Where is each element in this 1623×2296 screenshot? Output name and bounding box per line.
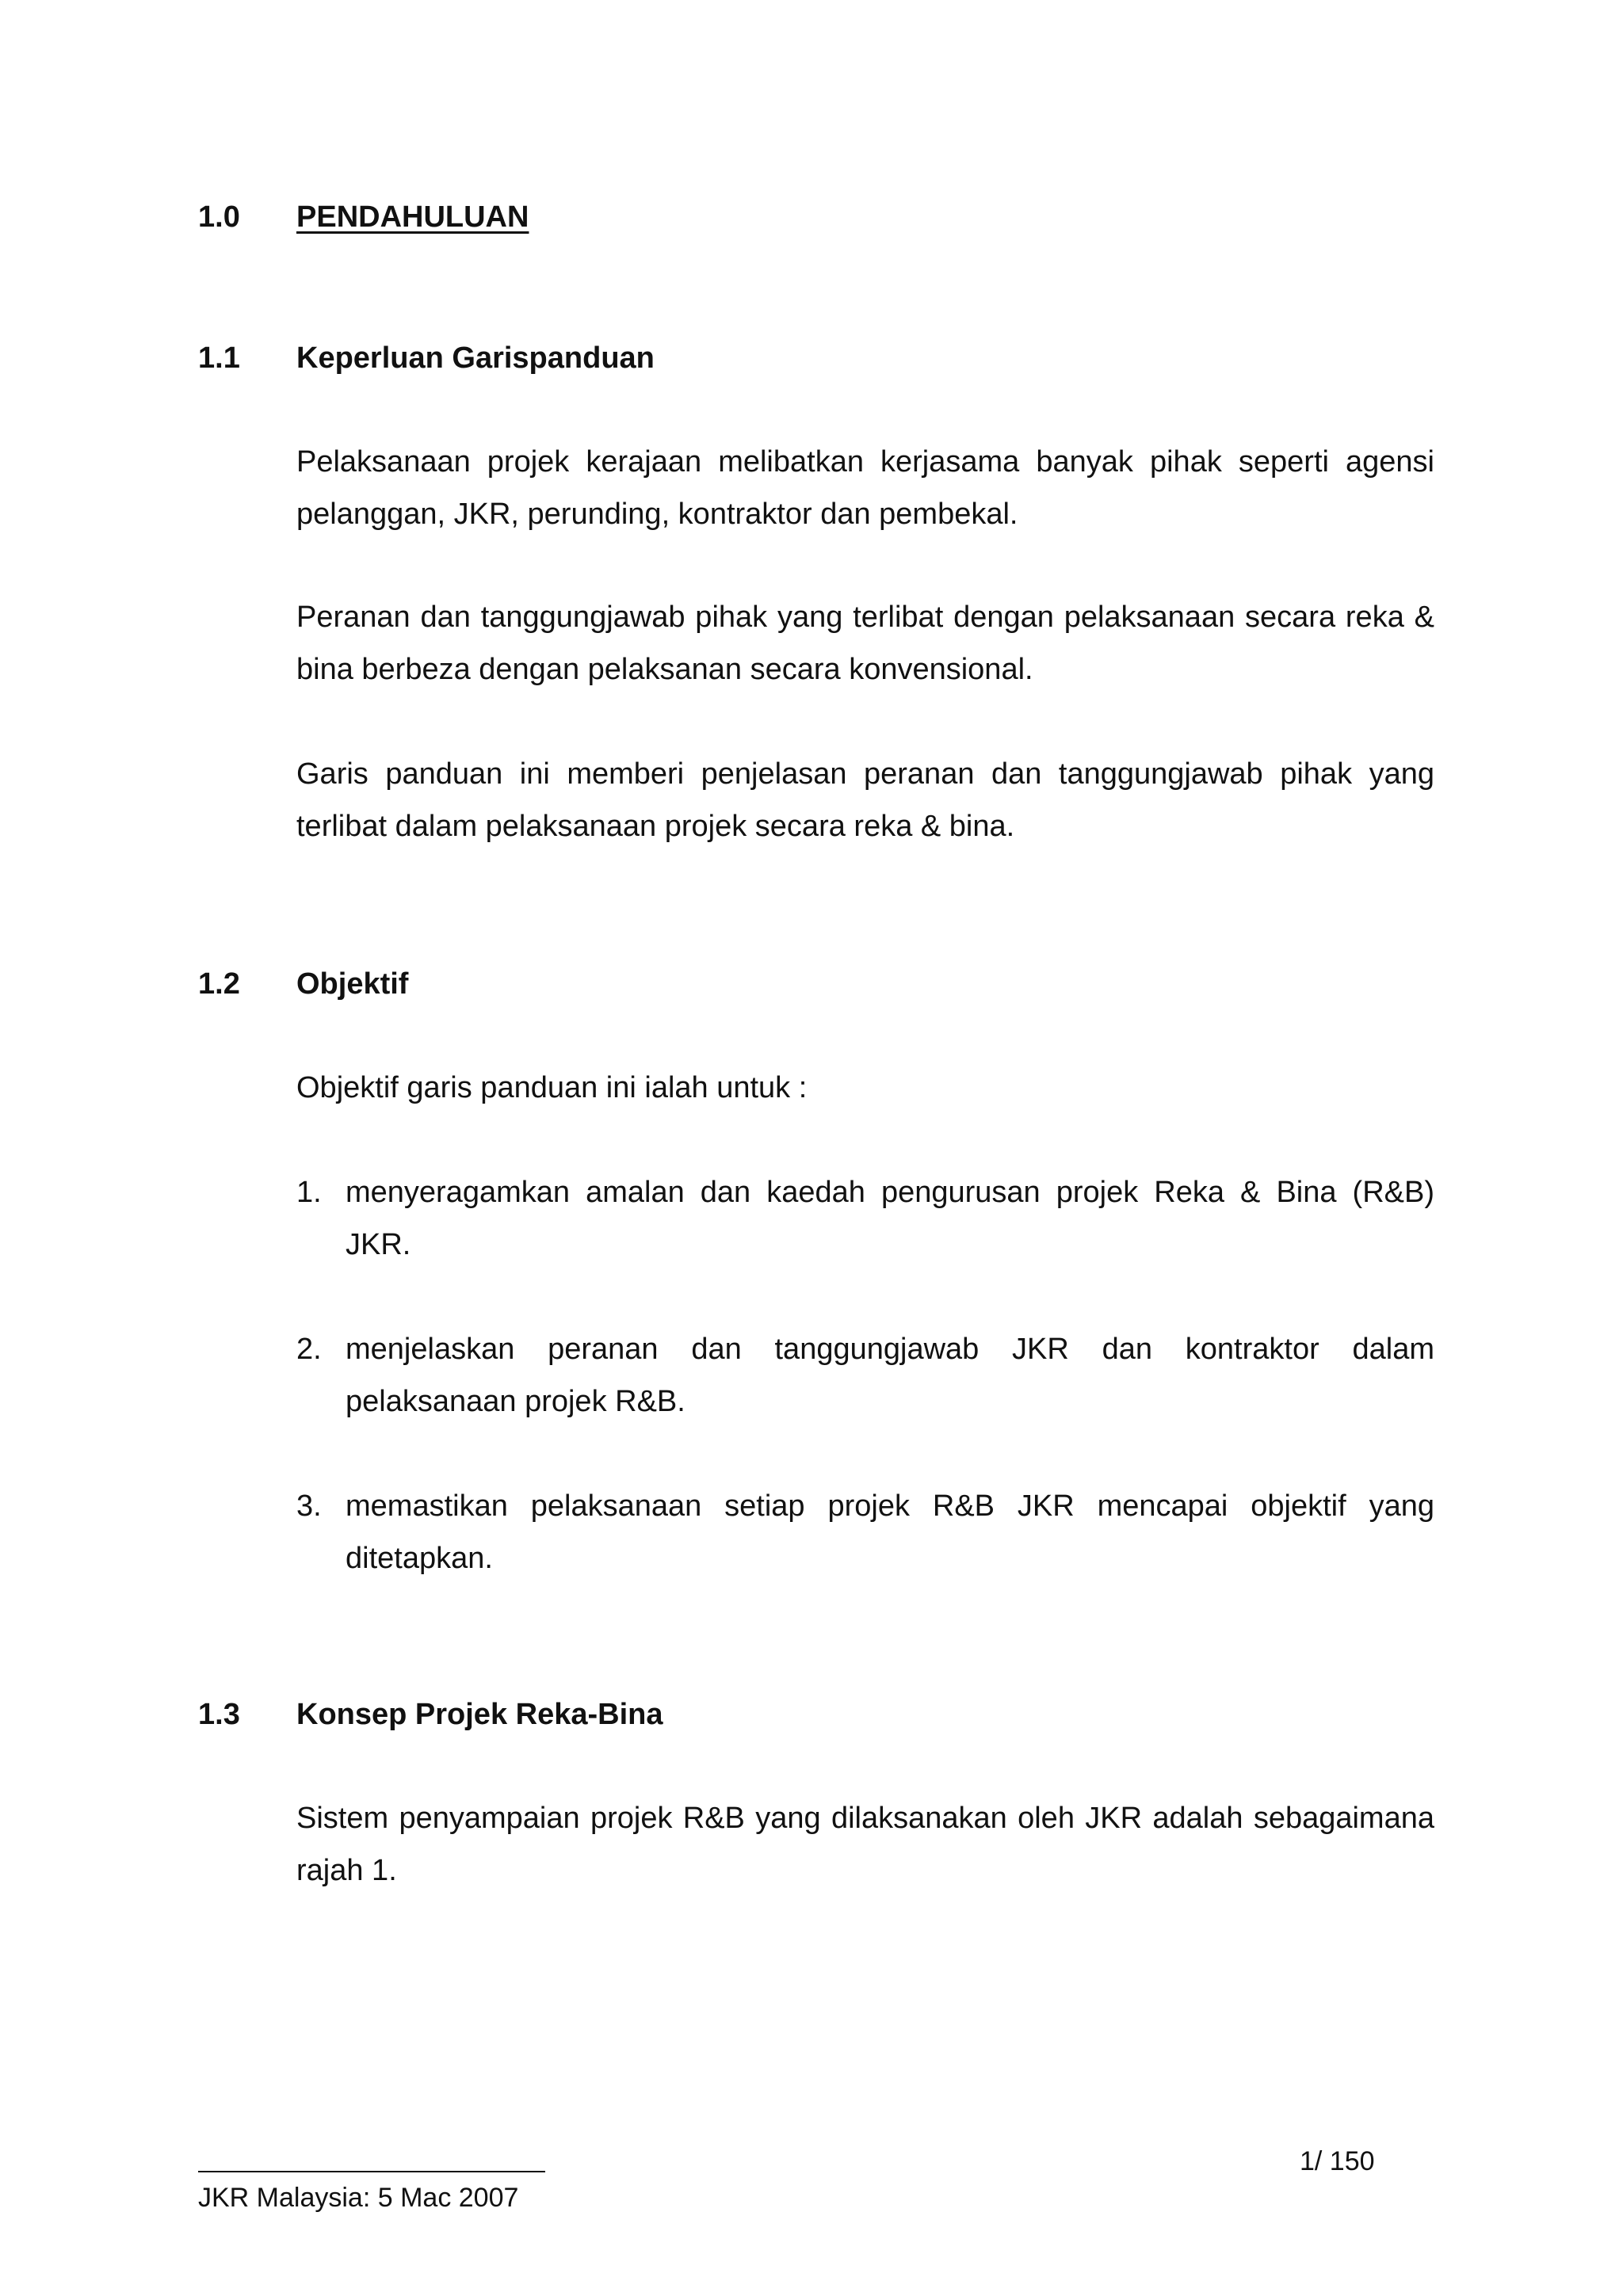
section-number: 1.1 — [198, 341, 240, 375]
list-marker: 2. — [296, 1333, 322, 1366]
list-item-text: memastikan pelaksanaan setiap projek R&B JKR mencapai objektif yang ditetapkan. — [346, 1489, 1434, 1575]
section-heading-1-1 — [198, 339, 655, 377]
section-number: 1.2 — [198, 967, 240, 1001]
section-title: Keperluan Garispanduan — [296, 341, 655, 375]
footer-divider — [198, 2171, 545, 2172]
list-item — [296, 1480, 1434, 1585]
section-number: 1.3 — [198, 1698, 240, 1731]
section-number: 1.0 — [198, 200, 240, 234]
list-item-text: menyeragamkan amalan dan kaedah pengurusan projek Reka & Bina (R&B) JKR. — [346, 1176, 1434, 1261]
section-title: PENDAHULUAN — [296, 200, 529, 234]
list-item — [296, 1323, 1434, 1428]
section-title: Konsep Projek Reka-Bina — [296, 1698, 663, 1731]
section-title: Objektif — [296, 967, 409, 1001]
paragraph: Pelaksanaan projek kerajaan melibatkan kerjasama banyak pihak seperti agensi pelanggan, JKR, perunding, kontraktor dan pembekal. — [296, 445, 1434, 531]
list-item-text: menjelaskan peranan dan tanggungjawab JKR dan kontraktor dalam pelaksanaan projek R&B. — [346, 1333, 1434, 1418]
paragraph: Peranan dan tanggungjawab pihak yang terlibat dengan pelaksanaan secara reka & bina berbeza dengan pelaksanan secara konvensional. — [296, 601, 1434, 686]
page-number: 1/ 150 — [1300, 2146, 1375, 2176]
section-heading-1-0 — [198, 198, 529, 236]
section-heading-1-2 — [198, 965, 408, 1003]
list-marker: 3. — [296, 1489, 322, 1523]
footer-text: JKR Malaysia: 5 Mac 2007 — [198, 2183, 519, 2213]
paragraph-intro: Objektif garis panduan ini ialah untuk : — [296, 1071, 808, 1104]
paragraph: Sistem penyampaian projek R&B yang dilaksanakan oleh JKR adalah sebagaimana rajah 1. — [296, 1802, 1434, 1887]
section-heading-1-3 — [198, 1695, 663, 1733]
list-item — [296, 1166, 1434, 1271]
list-marker: 1. — [296, 1176, 322, 1209]
paragraph: Garis panduan ini memberi penjelasan peranan dan tanggungjawab pihak yang terlibat dalam pelaksanaan projek secara reka & bina. — [296, 757, 1434, 843]
